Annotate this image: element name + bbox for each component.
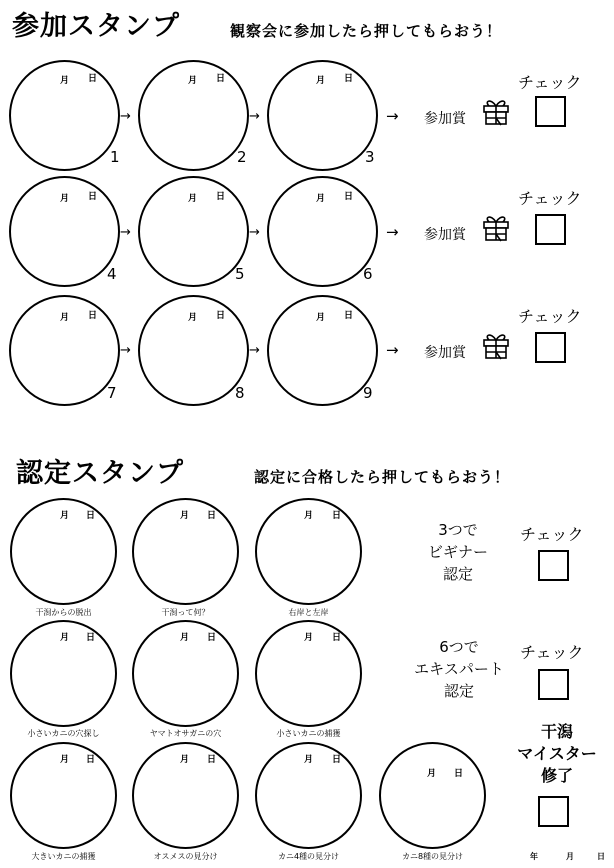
master-line-3: 修了: [540, 766, 573, 785]
master-line-1: 干潟: [540, 722, 573, 741]
check-label: チェック: [518, 73, 582, 92]
cert-caption: 干潟って何？: [161, 608, 210, 617]
day-label: 日: [344, 311, 354, 321]
master-check-box[interactable]: [538, 796, 569, 827]
certification-stamp-title: 認定スタンプ: [16, 458, 184, 489]
cert-stamp-circle-10[interactable]: [379, 742, 486, 849]
month-label: 月: [180, 511, 190, 521]
beginner-line-2: ビギナー: [427, 543, 488, 561]
stamp-number-9: 9: [363, 384, 373, 402]
cert-caption: カニ4種の見分け: [277, 852, 340, 861]
day-label: 日: [88, 74, 98, 84]
gift-icon: [481, 331, 511, 361]
stamp-number-3: 3: [365, 148, 375, 166]
month-label: 月: [316, 313, 326, 323]
day-label: 日: [216, 192, 226, 202]
participation-stamp-subtitle: 観察会に参加したら押してもらおう！: [230, 22, 503, 40]
day-label: 日: [344, 74, 354, 84]
beginner-line-1: 3つで: [438, 521, 478, 539]
day-label: 日: [216, 74, 226, 84]
day-label: 日: [207, 755, 217, 765]
year-label: 年: [530, 852, 538, 861]
check-box-2[interactable]: [535, 214, 566, 245]
month-label: 月: [566, 852, 574, 861]
check-label: チェック: [520, 643, 584, 662]
arrow-right-icon: →: [386, 223, 399, 241]
cert-caption: カニ8種の見分け: [401, 852, 464, 861]
day-label: 日: [207, 511, 217, 521]
day-label: 日: [332, 511, 342, 521]
cert-caption: 干潟からの脱出: [35, 608, 92, 617]
day-label: 日: [597, 852, 605, 861]
arrow-right-icon: →: [120, 109, 131, 124]
month-label: 月: [60, 755, 70, 765]
day-label: 日: [86, 633, 96, 643]
arrow-right-icon: →: [249, 109, 260, 124]
prize-label: 参加賞: [424, 111, 466, 127]
check-box-1[interactable]: [535, 96, 566, 127]
gift-icon: [481, 97, 511, 127]
certification-stamp-subtitle: 認定に合格したら押してもらおう！: [254, 468, 511, 486]
day-label: 日: [454, 769, 464, 779]
day-label: 日: [344, 192, 354, 202]
arrow-right-icon: →: [386, 107, 399, 125]
month-label: 月: [316, 194, 326, 204]
cert-caption: 小さいカニの穴探し: [27, 729, 100, 738]
day-label: 日: [86, 511, 96, 521]
month-label: 月: [304, 755, 314, 765]
day-label: 日: [332, 633, 342, 643]
stamp-number-5: 5: [235, 265, 245, 283]
cert-caption: ヤマトオサガニの穴: [149, 729, 222, 738]
month-label: 月: [180, 633, 190, 643]
check-label: チェック: [518, 189, 582, 208]
month-label: 月: [188, 313, 198, 323]
gift-icon: [481, 213, 511, 243]
expert-check-box[interactable]: [538, 669, 569, 700]
cert-caption: オスメスの見分け: [153, 852, 218, 861]
stamp-number-6: 6: [363, 265, 373, 283]
stamp-number-8: 8: [235, 384, 245, 402]
day-label: 日: [88, 192, 98, 202]
day-label: 日: [207, 633, 217, 643]
month-label: 月: [316, 76, 326, 86]
expert-line-3: 認定: [443, 682, 474, 700]
stamp-number-2: 2: [237, 148, 247, 166]
month-label: 月: [180, 755, 190, 765]
expert-cert-text: [404, 636, 514, 702]
prize-label: 参加賞: [424, 345, 466, 361]
month-label: 月: [60, 76, 70, 86]
month-label: 月: [60, 313, 70, 323]
expert-line-2: エキスパート: [414, 660, 504, 678]
day-label: 日: [216, 311, 226, 321]
check-label: チェック: [520, 525, 584, 544]
month-label: 月: [304, 633, 314, 643]
month-label: 月: [427, 769, 437, 779]
arrow-right-icon: →: [249, 343, 260, 358]
month-label: 月: [60, 194, 70, 204]
stamp-number-1: 1: [110, 148, 120, 166]
month-label: 月: [188, 194, 198, 204]
check-label: チェック: [518, 307, 582, 326]
expert-line-1: 6つで: [439, 638, 479, 656]
month-label: 月: [60, 633, 70, 643]
cert-caption: 右岸と左岸: [288, 608, 329, 617]
stamp-number-4: 4: [107, 265, 117, 283]
participation-stamp-title: 参加スタンプ: [12, 11, 180, 42]
prize-label: 参加賞: [424, 227, 466, 243]
check-box-3[interactable]: [535, 332, 566, 363]
month-label: 月: [188, 76, 198, 86]
stamp-number-7: 7: [107, 384, 117, 402]
cert-caption: 小さいカニの捕獲: [276, 729, 341, 738]
day-label: 日: [86, 755, 96, 765]
arrow-right-icon: →: [386, 341, 399, 359]
beginner-line-3: 認定: [442, 565, 473, 583]
month-label: 月: [60, 511, 70, 521]
arrow-right-icon: →: [120, 225, 131, 240]
master-cert-text: [502, 721, 612, 787]
beginner-check-box[interactable]: [538, 550, 569, 581]
day-label: 日: [332, 755, 342, 765]
master-line-2: マイスター: [517, 744, 597, 763]
cert-caption: 大きいカニの捕獲: [31, 852, 96, 861]
beginner-cert-text: [410, 519, 506, 585]
month-label: 月: [304, 511, 314, 521]
day-label: 日: [88, 311, 98, 321]
arrow-right-icon: →: [249, 225, 260, 240]
arrow-right-icon: →: [120, 343, 131, 358]
